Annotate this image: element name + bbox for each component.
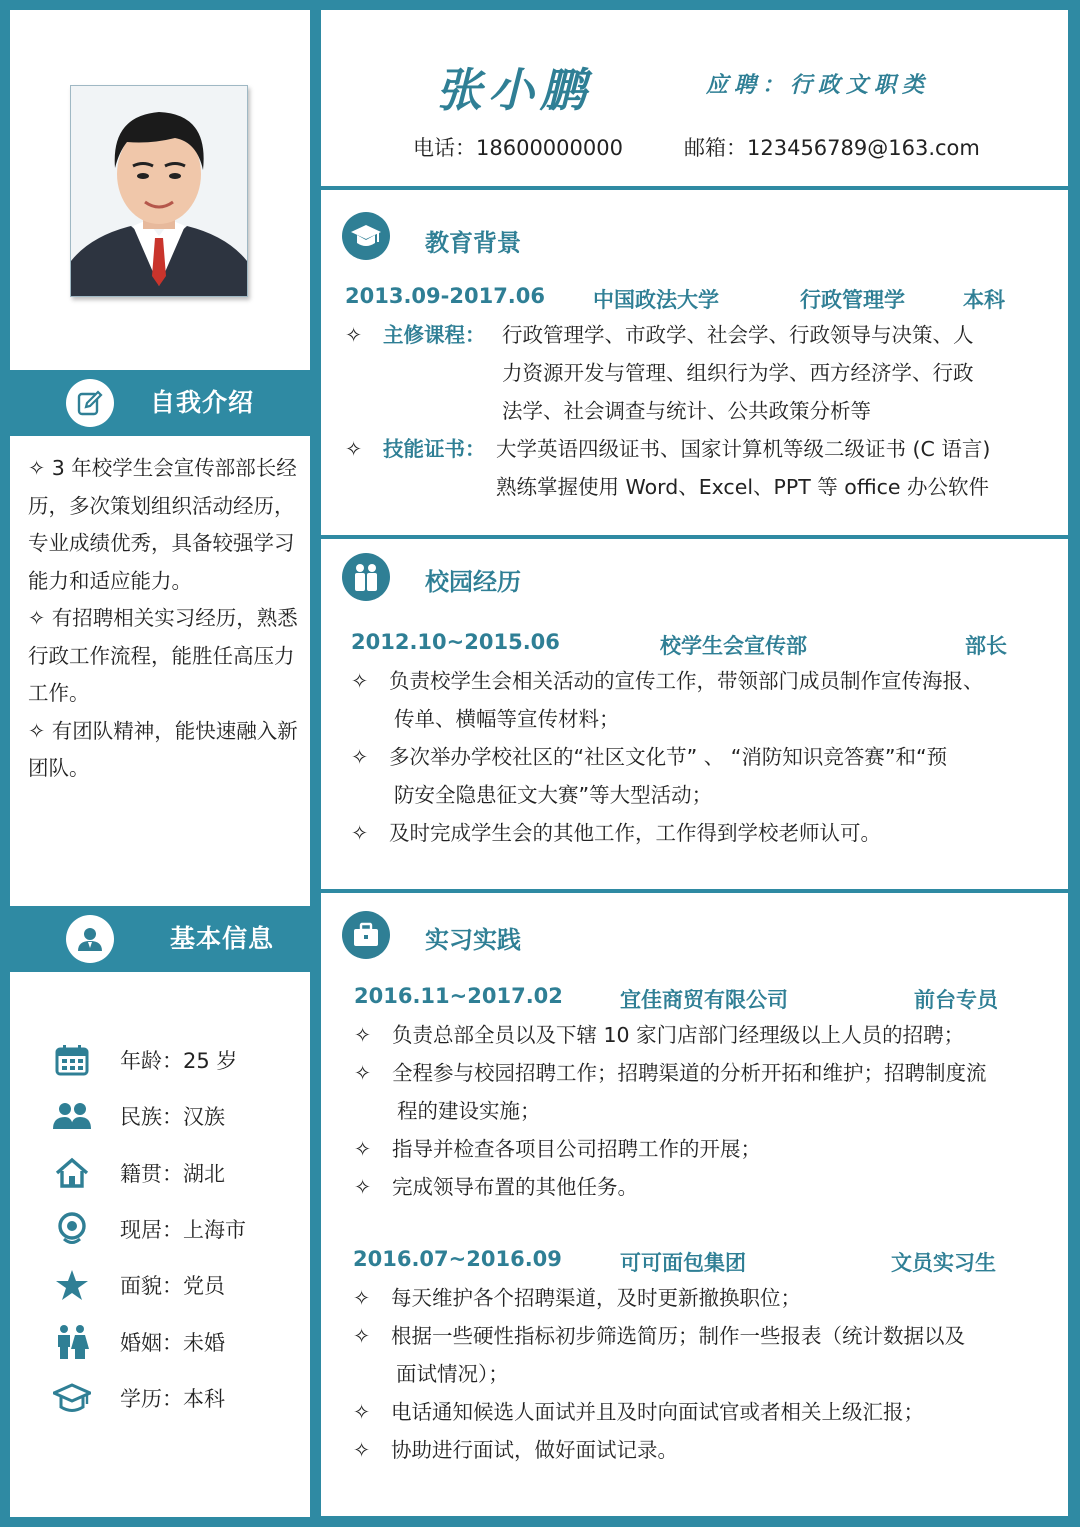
campus-org: 校学生会宣传部 (660, 634, 807, 658)
info-education (50, 1370, 300, 1426)
graduation-cap-icon (342, 212, 390, 260)
email: 邮箱：123456789@163.com (684, 136, 980, 160)
graduation-cap-icon (50, 1380, 94, 1416)
education-school: 中国政法大学 (593, 288, 719, 312)
team-icon (342, 553, 390, 601)
campus-duties: ✧ 负责校学生会相关活动的宣传工作，带领部门成员制作宣传海报、 传单、横幅等宣传材料； ✧ 多次举办学校社区的“社区文化节” 、 “消防知识竞答赛”和“预 防安全隐患征文大赛”等大型活动； ✧ 及时完成学生会的其他工作，工作得到学校老师认可。 (351, 669, 984, 845)
info-text: 面貌：党员 (120, 1274, 225, 1299)
education-major: 行政管理学 (800, 288, 905, 312)
location-icon (50, 1211, 94, 1247)
apply-position: 应聘：行政文职类 (706, 72, 931, 98)
calendar-icon (50, 1042, 94, 1078)
courses-text: 行政管理学、市政学、社会学、行政领导与决策、人 力资源开发与管理、组织行为学、西方经济学、行政 法学、社会调查与统计、公共政策分析等 (502, 323, 974, 423)
job2-duties: ✧ 每天维护各个招聘渠道，及时更新撤换职位； ✧ 根据一些硬性指标初步筛选简历；制作一些报表（统计数据以及 面试情况）； ✧ 电话通知候选人面试并且及时向面试官或者相关上级汇报； ✧ 协助进行面试，做好面试记录。 (353, 1286, 965, 1462)
couple-icon (50, 1324, 94, 1360)
education-title: 教育背景 (425, 229, 521, 257)
info-text: 籍贯：湖北 (120, 1161, 225, 1186)
courses-label-line: ✧ 主修课程： (345, 323, 486, 347)
info-marital (50, 1313, 300, 1369)
campus-date: 2012.10~2015.06 (351, 630, 560, 654)
job1-role: 前台专员 (914, 988, 998, 1012)
info-text: 学历：本科 (120, 1386, 225, 1411)
info-political (50, 1257, 300, 1313)
phone: 电话：18600000000 (413, 136, 623, 160)
candidate-name: 张小鹏 (436, 63, 592, 117)
job2-company: 可可面包集团 (620, 1251, 746, 1275)
info-age (50, 1032, 300, 1088)
home-icon (50, 1155, 94, 1191)
cert-label: 技能证书： (383, 437, 486, 461)
intro-title: 自我介绍 (150, 388, 255, 417)
info-header (10, 906, 310, 972)
briefcase-icon (342, 911, 390, 959)
campus-role: 部长 (965, 634, 1007, 658)
cert-text: 大学英语四级证书、国家计算机等级二级证书 (C 语言) 熟练掌握使用 Word、Excel、PPT 等 office 办公软件 (496, 437, 991, 499)
courses-label: 主修课程： (383, 323, 486, 347)
job1-date: 2016.11~2017.02 (354, 984, 563, 1008)
info-title: 基本信息 (170, 924, 275, 953)
intro-item: ✧ 3 年校学生会宣传部部长经历，多次策划组织活动经历，专业成绩优秀，具备较强学习能力和适应能力。 (28, 456, 297, 593)
education-degree: 本科 (963, 288, 1005, 312)
education-date: 2013.09-2017.06 (345, 284, 546, 308)
info-text: 年龄：25 岁 (120, 1049, 238, 1074)
job1-company: 宜佳商贸有限公司 (620, 988, 788, 1012)
job1-duties: ✧ 负责总部全员以及下辖 10 家门店部门经理级以上人员的招聘； ✧ 全程参与校园招聘工作；招聘渠道的分析开拓和维护；招聘制度流 程的建设实施； ✧ 指导并检查各项目公司招聘工作的开展； ✧ 完成领导布置的其他任务。 (354, 1023, 987, 1199)
job2-role: 文员实习生 (891, 1251, 996, 1275)
intro-item: ✧ 有招聘相关实习经历，熟悉行政工作流程，能胜任高压力工作。 (28, 606, 298, 705)
work-title: 实习实践 (425, 926, 521, 954)
campus-title: 校园经历 (425, 568, 521, 596)
people-icon (50, 1098, 94, 1134)
info-residence (50, 1201, 300, 1257)
info-text: 民族：汉族 (120, 1105, 225, 1130)
profile-photo (70, 85, 248, 297)
star-icon (50, 1267, 94, 1303)
info-list (50, 1032, 300, 1426)
info-ethnicity (50, 1088, 300, 1144)
info-text: 婚姻：未婚 (120, 1330, 225, 1355)
intro-item: ✧ 有团队精神，能快速融入新团队。 (28, 718, 298, 780)
job2-date: 2016.07~2016.09 (353, 1247, 562, 1271)
intro-text (28, 450, 298, 788)
info-hometown (50, 1145, 300, 1201)
info-text: 现居：上海市 (120, 1218, 246, 1243)
cert-label-line: ✧ 技能证书： (345, 437, 486, 461)
intro-header (10, 370, 310, 436)
edit-icon (66, 379, 114, 427)
user-icon (66, 915, 114, 963)
